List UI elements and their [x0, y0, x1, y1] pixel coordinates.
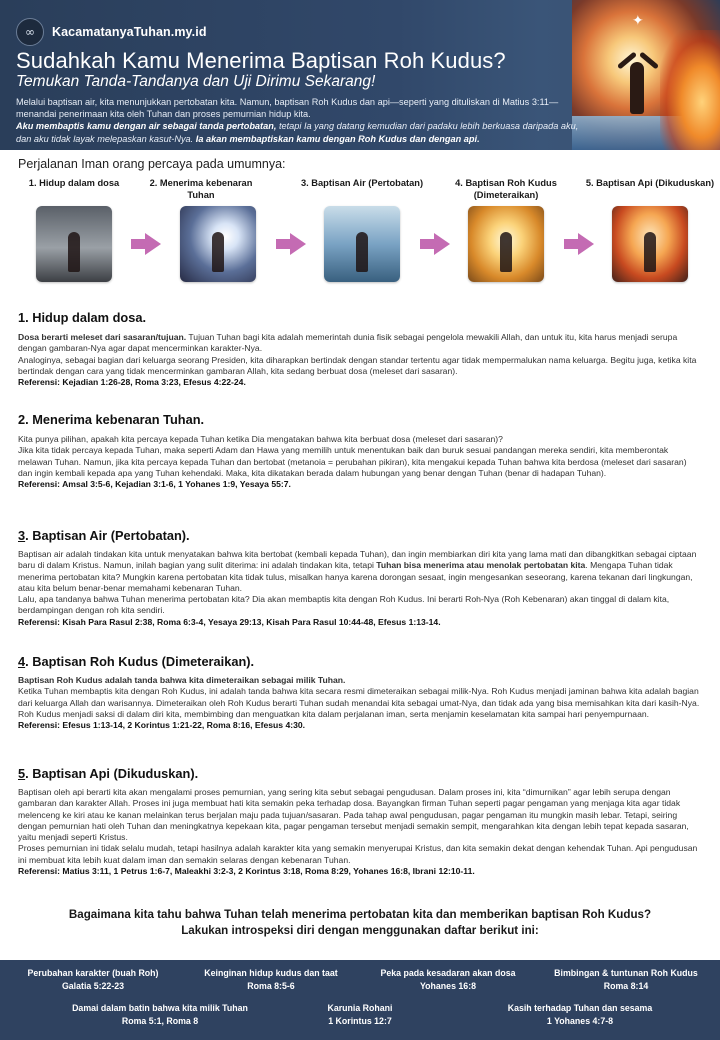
checklist-item: Keinginan hidup kudus dan taat Roma 8:5-6: [204, 968, 338, 991]
checklist-item: Peka pada kesadaran akan dosa Yohanes 16:8: [380, 968, 516, 991]
section-4-paragraph: Ketika Tuhan membaptis kita dengan Roh Kudus, ini adalah tanda bahwa kita secara resmi dimeteraikan sebagai milik-Nya. Roh Kudus menjadi jaminan bahwa kita adalah bagian dari keluarga Allah dan warisannya. Dimeteraikan oleh Roh Kudus berarti Tuhan sudah menandai kita sebagai umat-Nya, dan tidak ada yang bisa memisahkan kita dari kasih-Nya. Roh Kudus menjadi saksi di dalam diri kita, membimbing dan menguatkan kita dalam perjalanan iman, serta menjamin keselamatan kita sampai hari penyempurnaan.: [18, 686, 700, 719]
checklist-footer: [0, 960, 720, 1040]
step-label-1: 1. Hidup dalam dosa: [28, 178, 120, 188]
section-3-reference: Referensi: Kisah Para Rasul 2:38, Roma 6:3-4, Yesaya 29:13, Kisah Para Rasul 10:44-48, Efesus 1:13-14.: [18, 616, 441, 627]
section-5-reference: Referensi: Matius 3:11, 1 Petrus 1:6-7, Maleakhi 3:2-3, 2 Korintus 3:18, Roma 8:29, Yohanes 16:8, Ibrani 12:10-11.: [18, 866, 475, 877]
step-label-2: 2. Menerima kebenaran Tuhan: [149, 178, 253, 200]
journey-title: Perjalanan Iman orang percaya pada umumnya:: [18, 157, 286, 171]
section-2-paragraph-1: Kita punya pilihan, apakah kita percaya kepada Tuhan ketika Dia mengatakan bahwa kita berbuat dosa (meleset dari sasaran)?: [18, 434, 503, 444]
section-1-reference: Referensi: Kejadian 1:26-28, Roma 3:23, Efesus 4:22-24.: [18, 377, 246, 388]
flame-illustration: [660, 30, 720, 150]
intro-paragraph: Melalui baptisan air, kita menunjukkan pertobatan kita. Namun, baptisan Roh Kudus dan api—seperti yang dituliskan di Matius 3:11—menandai penerimaan kita oleh Tuhan dan proses pemurnian hidup kita.: [16, 97, 559, 120]
glasses-logo-icon: ∞: [16, 18, 44, 46]
closing-question-line-1: Bagaimana kita tahu bahwa Tuhan telah menerima pertobatan kita dan memberikan baptisan Roh Kudus?: [68, 908, 652, 921]
section-3-emphasis: Tuhan bisa menerima atau menolak pertobatan kita: [376, 560, 586, 571]
section-5-body: [18, 787, 702, 877]
section-2-paragraph-2: Jika kita tidak percaya kepada Tuhan, maka seperti Adam dan Hawa yang memilih untuk menentukan baik dan buruk sesuai pandangan mereka sendiri, kita memberontak melawan Tuhan. Namun, jika kita percaya kepada Tuhan dan bertobat (metanoia = perubahan pikiran), kita mengakui kepada Tuhan bahwa kita berdosa (meleset dari sasaran) dan ingin kembali kepada apa yang Tuhan kehendaki. Maka, kita dikatakan berada dalam hubungan yang benar dengan Tuhan (benar di hadapan Tuhan).: [18, 445, 687, 478]
site-brand[interactable]: [16, 18, 207, 46]
section-5-title: 5. Baptisan Api (Dikuduskan).: [18, 766, 199, 781]
dove-icon: ✦: [632, 12, 644, 28]
section-1-body: Dosa berarti meleset dari sasaran/tujuan. Tujuan Tuhan bagi kita adalah memerintah dunia fisik sebagai pengelola mewakili Allah, dan untuk itu, kita harus menjadi serupa dengan gambaran-Nya agar dapat mencerminkan karakter-Nya. Analoginya, sebagai bagian dari keluarga seorang Presiden, kita diharapkan bertindak dengan standar tertentu agar tidak mempermalukan nama keluarga. Begitu juga, ketika kita bertindak dengan cara yang tidak mencerminkan gambaran Allah, kita sedang berbuat dosa (meleset dari sasaran). Referensi: Kejadian 1:26-28, Roma 3:23, Efesus 4:22-24.: [18, 332, 702, 388]
intro-quote: tetapi Ia yang datang kemudian dari padaku lebih berkuasa daripada aku, dan aku tidak layak melepaskan kasut-Nya.: [16, 121, 579, 144]
arrow-right-icon: [276, 233, 306, 255]
figure-silhouette: [356, 232, 368, 272]
section-4-body: [18, 675, 702, 731]
step-label-3: 3. Baptisan Air (Pertobatan): [300, 178, 424, 188]
figure-silhouette: [68, 232, 80, 272]
page-title: Sudahkah Kamu Menerima Baptisan Roh Kudus?: [16, 48, 506, 73]
section-4-lead: Baptisan Roh Kudus adalah tanda bahwa kita dimeteraikan sebagai milik Tuhan.: [18, 675, 346, 685]
checklist-item: Damai dalam batin bahwa kita milik Tuhan Roma 5:1, Roma 8: [72, 1003, 248, 1026]
section-2-reference: Referensi: Amsal 3:5-6, Kejadian 3:1-6, 1 Yohanes 1:9, Yesaya 55:7.: [18, 479, 291, 490]
header-banner: [0, 0, 720, 150]
section-5-paragraph-2: Proses pemurnian ini tidak selalu mudah, tetapi hasilnya adalah karakter kita yang semakin menyerupai Kristus, dan kita semakin dekat dengan kehendak Tuhan. Api pengudusan ini membuat kita lebih kuat dalam iman dan semakin selaras dengan kebenaran Tuhan.: [18, 843, 698, 865]
checklist-item: Perubahan karakter (buah Roh) Galatia 5:22-23: [27, 968, 159, 991]
section-2-title: 2. Menerima kebenaran Tuhan.: [18, 412, 205, 427]
section-4-title: 4. Baptisan Roh Kudus (Dimeteraikan).: [18, 654, 255, 669]
step-image-sin: [36, 206, 112, 282]
checklist-item: Karunia Rohani 1 Korintus 12:7: [327, 1003, 393, 1026]
site-name: KacamatanyaTuhan.my.id: [52, 25, 207, 39]
section-5-paragraph-1: Baptisan oleh api berarti kita akan mengalami proses pemurnian, yang sering kita sebut sebagai pengudusan. Dalam proses ini, kita “dimurnikan” agar lebih serupa dengan gambaran dan karakter Allah. Proses ini juga membuat hati kita semakin peka terhadap dosa. Bayangkan firman Tuhan seperti pagar pengaman yang menjaga kita agar tidak melenceng ke kiri atau ke kanan melainkan terus berjalan maju pada tujuan/sasaran. Pada tahap awal pengudusan, pagar pengaman itu mungkin masih lebar. Tetapi, seiring dengan pemurnian hati oleh Tuhan dan meningkatnya kepekaan kita, pagar pengaman tersebut menjadi semakin sempit, mengarahkan kita dengan lebih tepat kepada sasaran, yaitu menjadi seperti Kristus.: [18, 787, 689, 843]
intro-quote-bold: Aku membaptis kamu dengan air sebagai tanda pertobatan,: [16, 121, 277, 132]
intro-text: [16, 96, 592, 145]
closing-question: [30, 907, 690, 939]
section-1-title: 1. Hidup dalam dosa.: [18, 310, 147, 325]
figure-silhouette: [212, 232, 224, 272]
section-3-body: Baptisan air adalah tindakan kita untuk menyatakan bahwa kita bertobat (kembali kepada Tuhan), dan ingin membiarkan diri kita yang lama mati dan dibangkitkan sebagai ciptaan baru di dalam Kristus. Namun, inilah bagian yang sulit diterima: ini adalah tindakan kita, tetapi Tuhan bisa menerima atau menolak pertobatan kita. Mengapa Tuhan tidak menerima pertobatan kita? Mungkin karena pertobatan kita tidak tulus, misalkan hanya karena dorongan sesaat, ingin mengesankan seseorang, karena tekanan dari lingkungan, atau kita belum benar-benar memahami kebenaran Tuhan. Lalu, apa tandanya bahwa Tuhan menerima pertobatan kita? Dia akan membaptis kita dengan Roh Kudus. Ini berarti Roh-Nya (Roh Kebenaran) akan tinggal di dalam kita, berdampingan dengan roh kita sendiri. Referensi: Kisah Para Rasul 2:38, Roma 6:3-4, Yesaya 29:13, Kisah Para Rasul 10:44-48, Efesus 1:13-14.: [18, 549, 702, 628]
section-2-body: [18, 434, 702, 490]
checklist-item: Bimbingan & tuntunan Roh Kudus Roma 8:14: [554, 968, 698, 991]
figure-silhouette: [500, 232, 512, 272]
checklist-item: Kasih terhadap Tuhan dan sesama 1 Yohanes 4:7-8: [507, 1003, 653, 1026]
arrow-right-icon: [564, 233, 594, 255]
step-image-fire: [612, 206, 688, 282]
step-image-truth: [180, 206, 256, 282]
step-image-water-baptism: [324, 206, 400, 282]
arrow-right-icon: [420, 233, 450, 255]
figure-silhouette: [644, 232, 656, 272]
figure-silhouette: [630, 62, 644, 114]
section-1-paragraph: Analoginya, sebagai bagian dari keluarga seorang Presiden, kita diharapkan bertindak dengan standar tertentu agar tidak mempermalukan nama keluarga. Begitu juga, ketika kita bertindak dengan cara yang tidak mencerminkan gambaran Allah, kita sedang berbuat dosa (meleset dari sasaran).: [18, 354, 697, 376]
section-1-lead: Dosa berarti meleset dari sasaran/tujuan.: [18, 332, 187, 342]
step-image-holy-spirit: [468, 206, 544, 282]
step-label-4: 4. Baptisan Roh Kudus (Dimeteraikan): [455, 178, 557, 200]
page-subtitle: Temukan Tanda-Tandanya dan Uji Dirimu Sekarang!: [16, 73, 376, 90]
header-illustration: [572, 0, 720, 150]
step-label-5: 5. Baptisan Api (Dikuduskan): [585, 178, 715, 188]
arrow-right-icon: [131, 233, 161, 255]
intro-quote-bold-end: Ia akan membaptiskan kamu dengan Roh Kudus dan dengan api.: [193, 133, 480, 144]
section-3-title: 3. Baptisan Air (Pertobatan).: [18, 528, 190, 543]
section-4-reference: Referensi: Efesus 1:13-14, 2 Korintus 1:21-22, Roma 8:16, Efesus 4:30.: [18, 720, 306, 731]
section-3-paragraph-2: Lalu, apa tandanya bahwa Tuhan menerima pertobatan kita? Dia akan membaptis kita dengan Roh Kudus. Ini berarti Roh-Nya (Roh Kebenaran) akan tinggal di dalam kita, berdampingan dengan roh kita sendiri.: [18, 594, 670, 616]
closing-question-line-2: Lakukan introspeksi diri dengan menggunakan daftar berikut ini:: [181, 924, 539, 937]
